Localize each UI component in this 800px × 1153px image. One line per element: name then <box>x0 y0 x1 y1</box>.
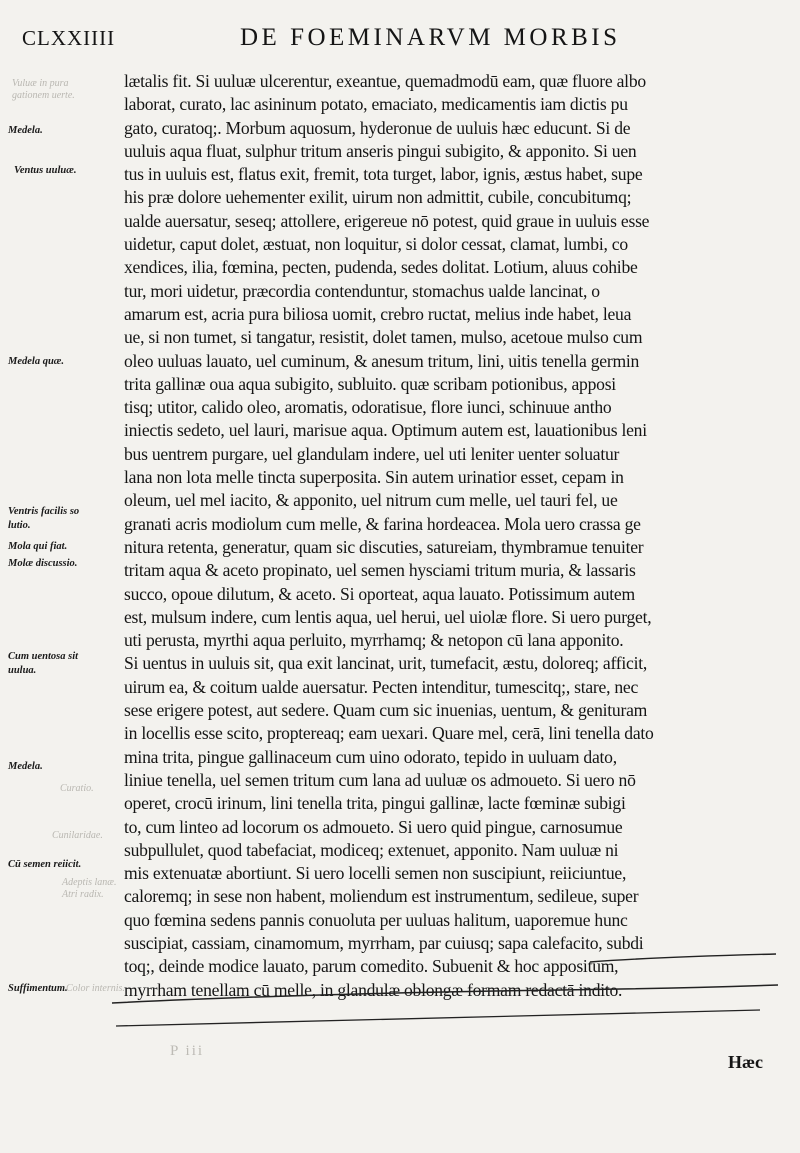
text-line: myrrham tenellam cū melle, in glandulæ oblongæ formam redactā indito. <box>124 979 623 1000</box>
margin-note-line: lutio. <box>8 520 31 531</box>
text-line: uti perusta, myrthi aqua perluito, myrrhamq; & netopon cū lana apponito. <box>124 630 624 651</box>
margin-note-line: Mola qui fiat. <box>8 541 68 552</box>
text-line: oleum, uel mel iacito, & apponito, uel nitrum cum melle, uel tauri fel, ue <box>124 490 618 511</box>
margin-note-line: Medela. <box>8 761 43 772</box>
margin-note-line: Cum uentosa sit <box>8 651 79 662</box>
ink-underline-3 <box>116 1010 760 1026</box>
ghost-line: gationem uerte. <box>12 90 75 101</box>
ghost-note <box>12 78 75 102</box>
text-line: lana non lota melle tincta superposita. Sin autem urinatior esset, cepam in <box>124 467 624 488</box>
text-line: to, cum linteo ad locorum os admoueto. Si uero quid pingue, carnosumue <box>124 816 623 837</box>
ghost-line: Cunilaridae. <box>52 830 103 841</box>
margin-note-line: Ventris facilis so <box>8 506 80 517</box>
margin-note-line: Molæ discussio. <box>8 558 78 569</box>
text-line: est, mulsum indere, cum lentis aqua, uel herui, uel uiolæ flore. Si uero purget, <box>124 606 652 627</box>
margin-note-line: uulua. <box>8 665 37 676</box>
ghost-line: Color internis. <box>66 983 125 994</box>
text-line: granati acris modiolum cum melle, & farina hordeacea. Mola uero crassa ge <box>124 513 641 534</box>
text-line: ue, si non tumet, si tangatur, resistit, dolet tamen, mulso, acetoue mulso cum <box>124 327 643 348</box>
text-line: operet, crocū irinum, lini tenella trita, pingui gallinæ, lacte fœminæ subigi <box>124 793 626 814</box>
ghost-note <box>62 877 116 901</box>
folio-number: CLXXIIII <box>22 26 116 50</box>
margin-note-line: Ventus uuluæ. <box>14 165 77 176</box>
text-line: bus uentrem purgare, uel glandulam indere, uel uti leniter uenter soluatur <box>124 443 620 464</box>
ghost-note <box>52 830 103 842</box>
ghost-line: Curatio. <box>60 783 94 794</box>
margin-note-line: Medela quæ. <box>8 356 64 367</box>
ghost-line: Atri radix. <box>62 889 104 900</box>
text-line: trita gallinæ oua aqua subigito, subluito. quæ scribam potionibus, apposi <box>124 373 616 394</box>
text-line: iniectis sedeto, uel lauri, marisue aqua. Optimum autem est, lauationibus leni <box>124 420 647 441</box>
text-line: ualde auersatur, seseq; attollere, erigereue nō potest, quid graue in uuluis esse <box>124 210 650 231</box>
text-line: in locellis esse scito, proptereaq; eam uexari. Quare mel, cerā, lini tenella dato <box>124 723 654 744</box>
running-title: DE FOEMINARVM MORBIS <box>240 24 621 51</box>
text-line: quo fœmina sedens pannis conuoluta per uuluas halitum, uaporemue hunc <box>124 909 628 930</box>
text-line: laborat, curato, lac asininum potato, emaciato, medicamentis iam dictis pu <box>124 94 628 115</box>
text-line: tritam aqua & aceto propinato, uel semen hysciami tritum muria, & lassaris <box>124 560 636 581</box>
text-line: uirum ea, & coitum ualde auersatur. Pecten intenditur, tumescitq;, stare, nec <box>124 676 639 697</box>
text-line: nitura retenta, generatur, quam sic discuties, satureiam, thymbramue tenuiter <box>124 536 644 557</box>
margin-note-cum-uentosa-sit-uulua <box>8 650 78 678</box>
text-line: his præ dolore uehementer exilit, uirum non admittit, cubile, concubitumq; <box>124 187 632 208</box>
margin-note-ventus-uuluae <box>14 164 76 178</box>
text-line: Si uentus in uuluis sit, qua exit lancinat, urit, tumefacit, æstu, doloreq; afficit, <box>124 653 648 674</box>
margin-note-ventris-facilis-solutio <box>8 505 79 533</box>
text-line: uidetur, caput dolet, æstuat, non loquitur, si dolor cessat, clamat, lumbi, co <box>124 234 628 255</box>
margin-note-suffimentum <box>8 982 68 996</box>
text-line: tus in uuluis est, flatus exit, fremit, tota turget, labor, ignis, æstus habet, supe <box>124 164 643 185</box>
margin-note-medela-2 <box>8 760 43 774</box>
margin-note-medela-quae <box>8 355 64 369</box>
text-line: lætalis fit. Si uuluæ ulcerentur, exeantue, quemadmodū eam, quæ fluore albo <box>124 71 646 91</box>
margin-note-line: Cū semen reiicit. <box>8 859 82 870</box>
margin-note-mola-qui-fiat <box>8 540 67 554</box>
text-line: subpullulet, quod tabefaciat, modiceq; extenuet, apponito. Nam uuluæ ni <box>124 839 619 860</box>
margin-note-molae-discussio <box>8 557 77 571</box>
text-line: uuluis aqua fluat, sulphur tritum anseris pingui subigito, & apponito. Si uen <box>124 140 637 161</box>
text-line: liniue tenella, uel semen tritum cum lana ad uuluæ os admoueto. Si uero nō <box>124 769 636 790</box>
text-line: caloremq; in sese non habent, moliendum est instrumentum, sedileue, super <box>124 886 639 907</box>
text-line: oleo uuluas lauato, uel cuminum, & anesum tritum, lini, uitis tenella germin <box>124 350 640 371</box>
text-line: mis extenuatæ abortiunt. Si uero locelli semen non suscipiunt, reiiciuntue, <box>124 863 627 884</box>
margin-note-line: Medela. <box>8 125 43 136</box>
margin-note-line: Suffimentum. <box>8 983 68 994</box>
ghost-note <box>66 983 125 995</box>
ghost-note <box>60 783 94 795</box>
text-line: amarum est, acria pura biliosa uomit, crebro ructat, melius inde habet, leua <box>124 303 632 324</box>
ghost-line: Vuluæ in pura <box>12 78 69 89</box>
ghost-line: Adeptis lanæ. <box>62 877 117 888</box>
text-line: sese erigere potest, aut sedere. Quam cum sic inuenias, uentum, & genituram <box>124 700 648 721</box>
text-line: xendices, ilia, fœmina, pecten, pudenda, sedes dolitat. Lotium, aluus cohibe <box>124 257 638 278</box>
text-line: suscipiat, cassiam, cinamomum, myrrham, par cuiusq; sapa calefacito, subdi <box>124 932 644 953</box>
catchword: Hæc <box>728 1052 763 1072</box>
signature-mark: P iii <box>170 1043 205 1059</box>
text-line: toq;, deinde modice lauato, parum comedito. Subuenit & hoc appositum, <box>124 956 619 977</box>
text-line: tur, mori uidetur, præcordia contenduntur, stomachus ualde lancinat, o <box>124 280 600 301</box>
text-line: succo, opoue dilutum, & aceto. Si oporteat, aqua lauato. Potissimum autem <box>124 583 635 604</box>
main-text-block <box>124 70 800 1002</box>
page-header <box>0 22 800 62</box>
margin-note-medela <box>8 124 43 138</box>
text-line: gato, curatoq;. Morbum aquosum, hyderonue de uuluis hæc educunt. Si de <box>124 117 631 138</box>
margin-note-cu-semen-reiicit <box>8 858 81 872</box>
text-line: mina trita, pingue gallinaceum cum uino odorato, tepido in uuluam dato, <box>124 746 617 767</box>
text-line: tisq; utitor, calido oleo, aromatis, odoratisue, flore iunci, schinuue antho <box>124 397 612 418</box>
